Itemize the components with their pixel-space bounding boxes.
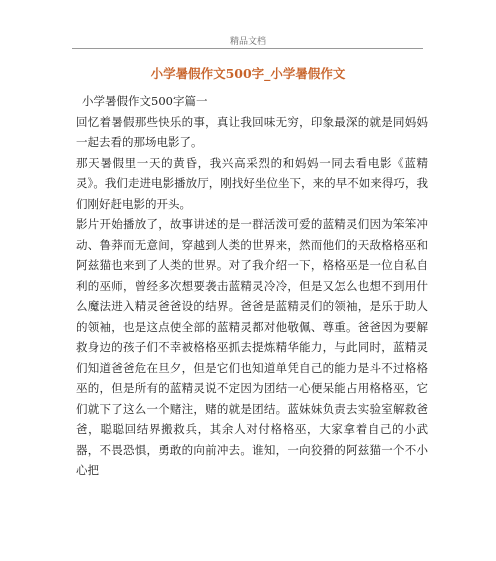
paragraph-3: 影片开始播放了，故事讲述的是一群活泼可爱的蓝精灵们因为笨笨冲动、鲁莽而无意间，穿越到人类的世界来，然而他们的天敌格格巫和阿兹猫也来到了人类的世界。对了我介绍一下，格格巫是一位自私自利的巫师，曾经多次想要袭击蓝精灵冷冷，但是又怎么也想不到用什么魔法进入精灵爸爸设的结界。爸爸是蓝精灵们的领袖，是乐于助人的领袖，也是这点使全部的蓝精灵都对他敬佩、尊重。爸爸因为要解救身边的孩子们不幸被格格巫抓去提炼精华能力，与此同时，蓝精灵们知道爸爸危在旦夕，但是它们也知道单凭自己的能力是斗不过格格巫的，但是所有的蓝精灵说不定因为团结一心便呆能占用格格巫，它们就下了这么一个赌注，赌的就是团结。蓝妹妹负责去实验室解救爸爸，聪聪回结界搬救兵，其余人对付格格巫，大家拿着自己的小武器，不畏恐惧，勇敢的向前冲去。谁知，一向狡猾的阿兹猫一个不小心把 <box>76 217 428 477</box>
paragraph-1: 回忆着暑假那些快乐的事，真让我回味无穷，印象最深的就是同妈妈一起去看的那场电影了。 <box>76 114 428 149</box>
section-heading: 小学暑假作文500字篇一 <box>82 94 208 108</box>
page-header-label: 精品文档 <box>229 37 266 47</box>
header-divider <box>72 48 423 49</box>
document-body <box>76 91 428 481</box>
document-title: 小学暑假作文500字_小学暑假作文 <box>150 66 346 81</box>
paragraph-2: 那天暑假里一天的黄昏，我兴高采烈的和妈妈一同去看电影《蓝精灵》。我们走进电影播放厅，刚找好坐位坐下，来的早不如来得巧，我们刚好赶电影的开头。 <box>76 155 428 211</box>
